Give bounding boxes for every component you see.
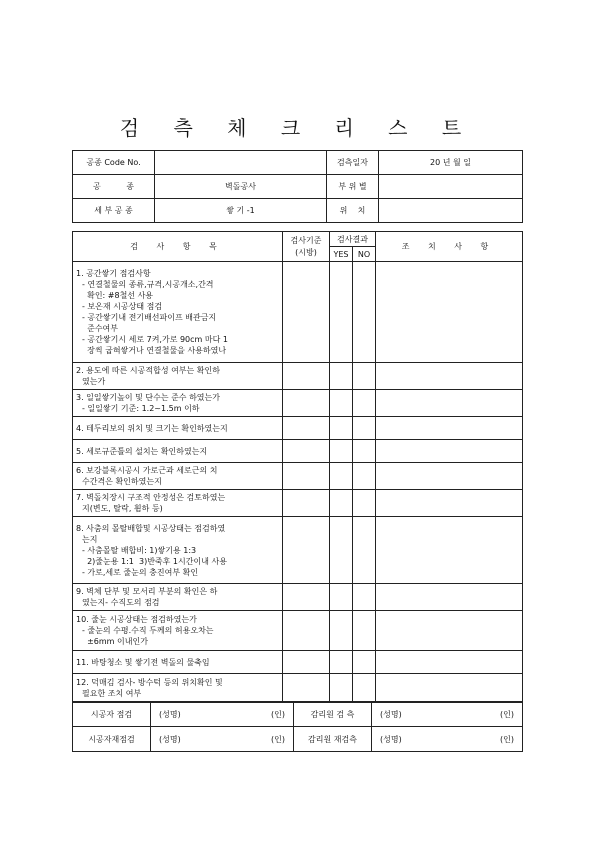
checklist-table bbox=[72, 231, 523, 703]
action-cell[interactable] bbox=[376, 611, 523, 651]
checklist-item-line: 2)줄눈용 1:1 3)반죽후 1시간이내 사용 bbox=[82, 556, 227, 566]
detail-label: 세 부 공 종 bbox=[73, 199, 155, 223]
yes-cell[interactable] bbox=[330, 517, 353, 584]
contractor-recheck-label: 시공자재점검 bbox=[73, 727, 151, 752]
checklist-item-line: ±6mm 이내인가 bbox=[82, 637, 148, 646]
checklist-item-line: 지(변도, 탈락, 휨하 등) bbox=[82, 504, 163, 513]
action-cell[interactable] bbox=[376, 674, 523, 703]
checklist-item-line: 7. 벽돌치장시 구조적 안정성은 검토하였는 bbox=[76, 493, 226, 502]
checklist-item-line: - 연결철물의 종류,규격,시공개소,간격 bbox=[82, 280, 214, 289]
checklist-row bbox=[73, 390, 523, 417]
checklist-item-line: 준수여부 bbox=[82, 324, 118, 333]
checklist-item-text bbox=[73, 490, 283, 517]
checklist-item-text bbox=[73, 651, 283, 674]
location-value[interactable] bbox=[379, 199, 523, 223]
checklist-item-line: - 일일쌓기 기준: 1.2~1.5m 이하 bbox=[82, 404, 200, 413]
checklist-item-text bbox=[73, 674, 283, 703]
checklist-row bbox=[73, 611, 523, 651]
criteria-cell[interactable] bbox=[283, 463, 330, 490]
checklist-item-line: - 공간쌓기내 전기배선파이프 배관금지 bbox=[82, 313, 217, 322]
action-cell[interactable] bbox=[376, 490, 523, 517]
checklist-item-line: - 보온재 시공상태 점검 bbox=[82, 302, 163, 311]
date-label: 검측일자 bbox=[327, 151, 379, 175]
checklist-item-text bbox=[73, 363, 283, 390]
supervisor-recheck-signature[interactable]: (성명) (인) bbox=[372, 727, 523, 752]
code-label: 공종 Code No. bbox=[73, 151, 155, 175]
supervisor-check-label: 감리원 검 측 bbox=[294, 702, 372, 727]
no-cell[interactable] bbox=[353, 463, 376, 490]
page-title: 검 측 체 크 리 스 트 bbox=[119, 116, 476, 140]
action-cell[interactable] bbox=[376, 390, 523, 417]
no-cell[interactable] bbox=[353, 390, 376, 417]
yes-cell[interactable] bbox=[330, 417, 353, 440]
col-item-header: 검 사 항 목 bbox=[73, 232, 283, 262]
checklist-item-line: - 줄눈의 수평.수직 두께의 허용오차는 bbox=[82, 626, 214, 635]
col-no-header: NO bbox=[353, 247, 376, 262]
checklist-item-line: 10. 줄눈 시공상태는 점검하였는가 bbox=[76, 615, 197, 624]
action-cell[interactable] bbox=[376, 440, 523, 463]
checklist-row bbox=[73, 262, 523, 363]
criteria-cell[interactable] bbox=[283, 417, 330, 440]
yes-cell[interactable] bbox=[330, 490, 353, 517]
checklist-item-text bbox=[73, 584, 283, 611]
supervisor-check-signature[interactable]: (성명) (인) bbox=[372, 702, 523, 727]
no-cell[interactable] bbox=[353, 490, 376, 517]
criteria-cell[interactable] bbox=[283, 584, 330, 611]
yes-cell[interactable] bbox=[330, 463, 353, 490]
checklist-row bbox=[73, 463, 523, 490]
yes-cell[interactable] bbox=[330, 674, 353, 703]
checklist-row bbox=[73, 363, 523, 390]
criteria-cell[interactable] bbox=[283, 611, 330, 651]
checklist-item-line: - 사춤몰탈 배합비: 1)쌓기용 1:3 bbox=[82, 545, 197, 555]
no-cell[interactable] bbox=[353, 651, 376, 674]
no-cell[interactable] bbox=[353, 417, 376, 440]
contractor-check-signature[interactable]: (성명) (인) bbox=[151, 702, 294, 727]
no-cell[interactable] bbox=[353, 611, 376, 651]
action-cell[interactable] bbox=[376, 417, 523, 440]
checklist-item-line: - 공간쌓기시 세로 7켜,가로 90cm 마다 1 bbox=[82, 335, 228, 344]
no-cell[interactable] bbox=[353, 674, 376, 703]
checklist-item-line: 확인: #8철선 사용 bbox=[82, 291, 154, 300]
location-label: 위 치 bbox=[327, 199, 379, 223]
checklist-item-line: 5. 세로규준틀의 설치는 확인하였는지 bbox=[76, 446, 208, 456]
checklist-row bbox=[73, 417, 523, 440]
col-yes-header: YES bbox=[330, 247, 353, 262]
type-value[interactable]: 벽돌공사 bbox=[155, 175, 327, 199]
criteria-cell[interactable] bbox=[283, 363, 330, 390]
action-cell[interactable] bbox=[376, 584, 523, 611]
code-value[interactable] bbox=[155, 151, 327, 175]
no-cell[interactable] bbox=[353, 584, 376, 611]
checklist-item-line: 1. 공간쌓기 점검사항 bbox=[76, 269, 151, 278]
yes-cell[interactable] bbox=[330, 390, 353, 417]
yes-cell[interactable] bbox=[330, 611, 353, 651]
criteria-cell[interactable] bbox=[283, 490, 330, 517]
header-info-table bbox=[72, 150, 523, 223]
checklist-item-text bbox=[73, 262, 283, 363]
action-cell[interactable] bbox=[376, 463, 523, 490]
checklist-item-text bbox=[73, 611, 283, 651]
action-cell[interactable] bbox=[376, 517, 523, 584]
checklist-item-line: 장씩 굽혀쌓거나 연결철물을 사용하였나 bbox=[82, 346, 227, 355]
criteria-cell[interactable] bbox=[283, 651, 330, 674]
signoff-table bbox=[72, 701, 523, 752]
checklist-item-line: 9. 벽체 단부 및 모서리 부분의 확인은 하 bbox=[76, 587, 218, 596]
checklist-item-line: 수간격은 확인하였는지 bbox=[82, 477, 162, 486]
col-result-header: 검사결과 bbox=[330, 232, 376, 247]
criteria-cell[interactable] bbox=[283, 262, 330, 363]
part-value[interactable] bbox=[379, 175, 523, 199]
checklist-item-text bbox=[73, 463, 283, 490]
checklist-item-line: 11. 바탕청소 및 쌓기전 벽돌의 물축임 bbox=[76, 657, 210, 667]
checklist-item-line: - 가로,세로 줄눈의 충진여부 확인 bbox=[82, 567, 199, 577]
checklist-row bbox=[73, 674, 523, 703]
checklist-item-line: 6. 보강블록시공시 가로근과 세로근의 치 bbox=[76, 466, 218, 475]
action-cell[interactable] bbox=[376, 651, 523, 674]
checklist-item-text bbox=[73, 390, 283, 417]
checklist-item-line: 였는지- 수직도의 점검 bbox=[82, 598, 160, 607]
col-criteria-header: 검사기준 (시방) bbox=[283, 232, 330, 262]
checklist-item-line: 는지 bbox=[82, 534, 98, 544]
checklist-item-line: 였는가 bbox=[82, 377, 106, 386]
checklist-row bbox=[73, 517, 523, 584]
checklist-item-line: 12. 덕매김 검사- 방수턱 등의 위치확인 및 bbox=[76, 678, 223, 687]
checklist-item-line: 필요한 조치 여부 bbox=[82, 689, 142, 698]
criteria-cell[interactable] bbox=[283, 440, 330, 463]
checklist-item-line: 8. 사춤의 몰탈배합및 시공상태는 점검하였 bbox=[76, 523, 226, 533]
yes-cell[interactable] bbox=[330, 440, 353, 463]
checklist-row bbox=[73, 440, 523, 463]
checklist-item-text bbox=[73, 440, 283, 463]
no-cell[interactable] bbox=[353, 363, 376, 390]
part-label: 부 위 별 bbox=[327, 175, 379, 199]
checklist-item-line: 2. 용도에 따른 시공적합성 여부는 확인하 bbox=[76, 366, 220, 375]
type-label: 공 종 bbox=[73, 175, 155, 199]
checklist-item-text bbox=[73, 417, 283, 440]
checklist-row bbox=[73, 490, 523, 517]
action-cell[interactable] bbox=[376, 363, 523, 390]
criteria-cell[interactable] bbox=[283, 390, 330, 417]
checklist-item-line: 4. 테두리보의 위치 및 크기는 확인하였는지 bbox=[76, 423, 228, 433]
no-cell[interactable] bbox=[353, 262, 376, 363]
yes-cell[interactable] bbox=[330, 651, 353, 674]
checklist-item-text bbox=[73, 517, 283, 584]
yes-cell[interactable] bbox=[330, 584, 353, 611]
checklist-row bbox=[73, 584, 523, 611]
supervisor-recheck-label: 감리원 재검측 bbox=[294, 727, 372, 752]
contractor-recheck-signature[interactable]: (성명) (인) bbox=[151, 727, 294, 752]
col-action-header: 조 치 사 항 bbox=[376, 232, 523, 262]
yes-cell[interactable] bbox=[330, 262, 353, 363]
contractor-check-label: 시공자 점검 bbox=[73, 702, 151, 727]
criteria-cell[interactable] bbox=[283, 674, 330, 703]
checklist-item-line: 3. 일일쌓기높이 및 단수는 준수 하였는가 bbox=[76, 393, 220, 402]
date-value[interactable]: 20 년 월 일 bbox=[379, 151, 523, 175]
no-cell[interactable] bbox=[353, 440, 376, 463]
criteria-cell[interactable] bbox=[283, 517, 330, 584]
action-cell[interactable] bbox=[376, 262, 523, 363]
yes-cell[interactable] bbox=[330, 363, 353, 390]
no-cell[interactable] bbox=[353, 517, 376, 584]
checklist-row bbox=[73, 651, 523, 674]
detail-value[interactable]: 쌓 기 -1 bbox=[155, 199, 327, 223]
